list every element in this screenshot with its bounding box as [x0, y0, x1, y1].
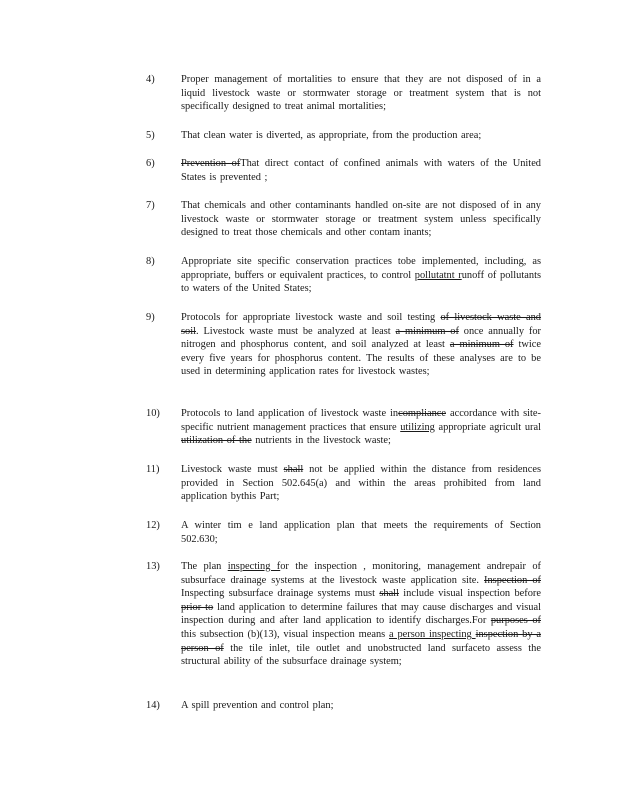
item-number: 13)	[146, 561, 160, 572]
text-segment: or the inspection , monitoring, management andrepair of subsurface drainage systems at the livestock waste application site.	[181, 561, 541, 586]
text-segment: That direct contact of confined animals with waters of the United States is prevented ;	[181, 158, 541, 183]
deleted-text: a minimum of	[395, 325, 459, 337]
text-segment: Inspecting subsurface drainage systems must	[181, 588, 380, 600]
item-number: 5)	[146, 130, 155, 141]
item-number: 14)	[146, 700, 160, 711]
text-segment: appropriate agricult ural	[434, 421, 541, 433]
text-segment: not be applied within the distance from residences provided in Section 502.645(a) and within the areas prohibited from land application bythis Part;	[181, 464, 541, 503]
item-text	[181, 199, 541, 240]
text-segment: That chemicals and other contaminants handled on-site are not disposed of in any livestock waste or stormwater storage or treatment system unless specifically designed to treat those chemicals and other contam inants;	[181, 200, 541, 239]
item-text	[181, 157, 541, 184]
deleted-text: Inspection of	[484, 574, 541, 586]
text-segment: Appropriate site specific conservation practices tobe implemented, including, as appropriate, buffers or equivalent practices, to control	[181, 256, 541, 281]
item-text	[181, 129, 541, 143]
deleted-text: inspection by a person of	[181, 628, 541, 654]
deleted-text: compliance	[398, 408, 446, 419]
inserted-text: utilizing	[400, 421, 435, 433]
text-segment: nutrients in the livestock waste;	[251, 435, 391, 447]
text-segment: A winter tim e land application plan that meets the requirements of Section 502.630;	[181, 520, 541, 545]
inserted-text: pollutatnt r	[414, 269, 462, 281]
item-number: 4)	[146, 74, 155, 85]
text-segment: A spill prevention and control plan;	[181, 700, 334, 711]
inserted-text: inspecting f	[227, 561, 281, 572]
text-segment: accordance with site-specific nutrient management practices that ensure	[181, 408, 541, 433]
deleted-text: utilization of the	[181, 435, 252, 447]
text-segment: this subsection (b)(13), visual inspection means	[181, 628, 390, 640]
item-text	[181, 699, 541, 713]
text-segment: unoff of pollutants to waters of the United States;	[181, 269, 542, 295]
text-segment: That clean water is diverted, as appropriate, from the production area;	[181, 130, 482, 141]
item-text	[181, 560, 541, 669]
item-text	[181, 463, 541, 504]
deleted-text: purposes of	[490, 615, 541, 627]
text-segment: Protocols for appropriate livestock waste and soil testing	[181, 312, 441, 323]
deleted-text: of livestock waste and soil	[181, 312, 542, 337]
item-text	[181, 73, 541, 114]
text-segment: Protocols to land application of livestock waste in	[181, 408, 399, 419]
item-number: 8)	[146, 256, 155, 267]
inserted-text: a person inspecting	[389, 628, 476, 640]
item-text	[181, 407, 541, 448]
deleted-text: shall	[379, 588, 399, 600]
text-segment: the tile inlet, tile outlet and unobstructed land surfaceto assess the structural ability of the subsurface drainage system;	[181, 642, 541, 668]
item-number: 12)	[146, 520, 160, 531]
item-text	[181, 255, 541, 296]
text-segment: The plan	[181, 561, 228, 572]
item-text	[181, 519, 541, 546]
item-number: 11)	[146, 464, 160, 475]
item-number: 10)	[146, 408, 160, 419]
text-segment: include visual inspection before	[398, 588, 541, 600]
text-segment: Proper management of mortalities to ensure that they are not disposed of in a liquid livestock waste or stormwater storage or treatment system that is not specifically designed to treat animal mortalities;	[181, 74, 541, 113]
text-segment: once annually for nitrogen and phosphorus content, and soil analyzed at least	[181, 325, 541, 351]
item-number: 6)	[146, 158, 155, 169]
deleted-text: Prevention of	[181, 158, 241, 169]
text-segment: Livestock waste must	[181, 464, 284, 475]
text-segment: twice every five years for phosphorus content. The results of these analyses are to be used in determining application rates for livestock wastes;	[181, 339, 541, 378]
item-number: 7)	[146, 200, 155, 211]
text-segment: . Livestock waste must be analyzed at least	[196, 325, 396, 337]
item-text	[181, 311, 541, 379]
deleted-text: a minimum of	[449, 339, 514, 351]
text-segment: land application to determine failures that may cause discharges and visual inspection during and after land application to identify discharges.For	[181, 601, 541, 627]
deleted-text: prior to	[181, 601, 214, 613]
item-number: 9)	[146, 312, 155, 323]
deleted-text: shall	[283, 464, 304, 475]
